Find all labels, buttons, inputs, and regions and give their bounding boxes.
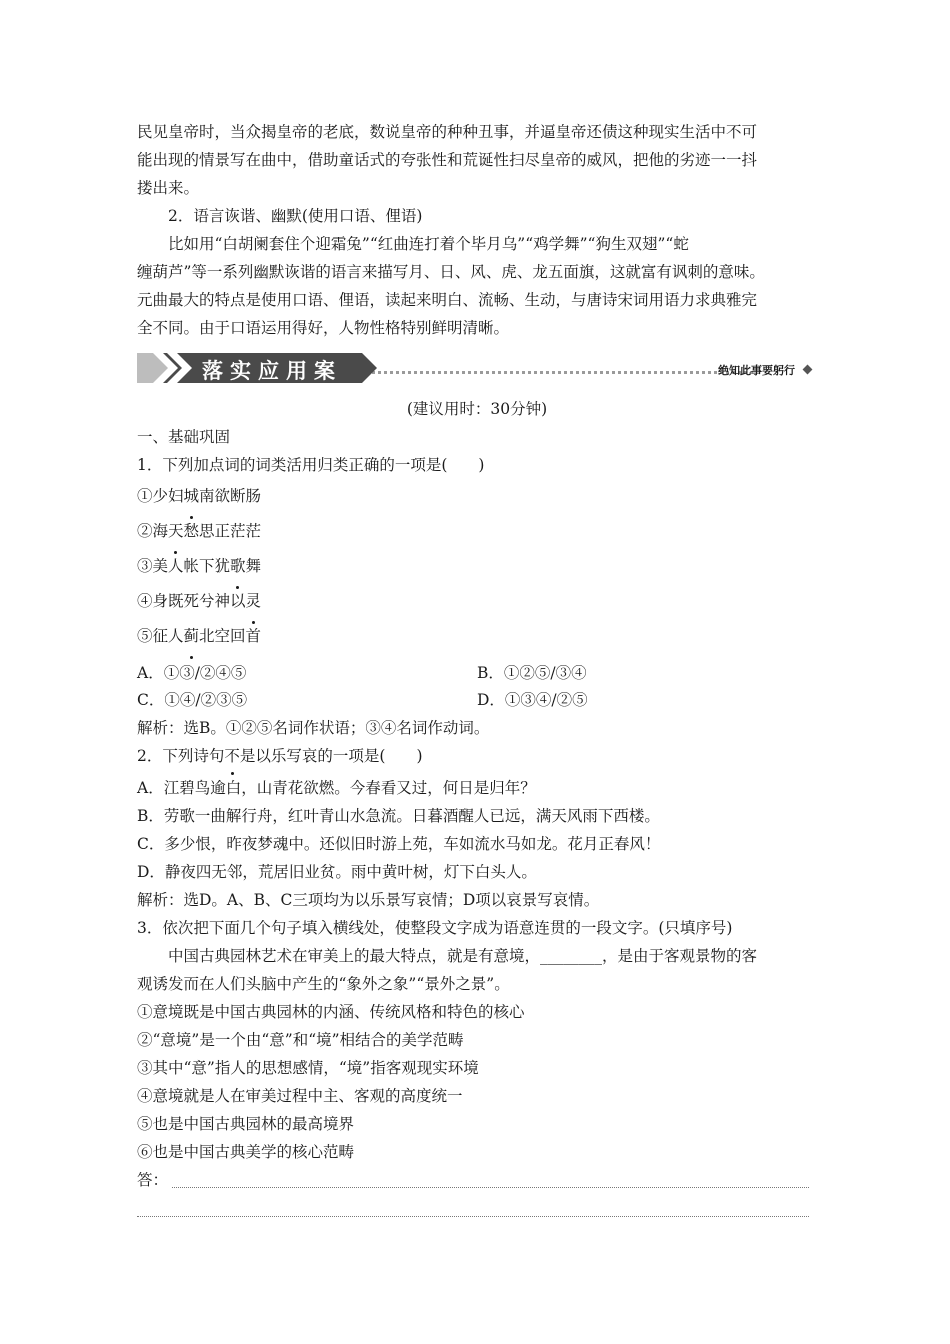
dotted-char: 天 bbox=[168, 514, 184, 549]
q2-option-a: A．江碧鸟逾白，山青花欲燃。今春看又过，何日是归年？ bbox=[137, 779, 536, 797]
paragraph-line: 全不同。由于口语运用得好，人物性格特别鲜明清晰。 bbox=[137, 319, 510, 337]
q3-sentence: ⑥也是中国古典美学的核心范畴 bbox=[137, 1143, 355, 1161]
q3-sentence: ①意境既是中国古典园林的内涵、传统风格和特色的核心 bbox=[137, 1003, 525, 1021]
option-d: D．①③④/②⑤ bbox=[477, 691, 588, 709]
q2-option-d: D．静夜四无邻，荒居旧业贫。雨中黄叶树，灯下白头人。 bbox=[137, 863, 537, 881]
q3-sentence: ④意境就是人在审美过程中主、客观的高度统一 bbox=[137, 1087, 463, 1105]
q2-option-b: B．劳歌一曲解行舟，红叶青山水急流。日暮酒醒人已远，满天风雨下西楼。 bbox=[137, 807, 660, 825]
q1-options-row bbox=[137, 660, 817, 687]
question-2-stem: 2．下列诗句不是以乐写哀的一项是( ) bbox=[137, 742, 817, 770]
q1-analysis: 解析：选B。①②⑤名词作状语；③④名词作动词。 bbox=[137, 719, 490, 737]
answer-blank[interactable] bbox=[172, 1187, 809, 1188]
option-b: B．①②⑤/③④ bbox=[477, 664, 587, 682]
option-a: A．①③/②④⑤ bbox=[137, 664, 247, 682]
q2-option-c: C．多少恨，昨夜梦魂中。还似旧时游上苑，车如流水马如龙。花月正春风！ bbox=[137, 835, 661, 853]
diamond-icon bbox=[803, 365, 813, 375]
banner-title: 落实应用案 bbox=[202, 359, 342, 383]
banner-motto: 绝知此事要躬行 bbox=[718, 364, 795, 377]
q3-paragraph-line: 中国古典园林艺术在审美上的最大特点，就是有意境，________，是由于客观景物的客 bbox=[168, 947, 758, 965]
option-c: C．①④/②③⑤ bbox=[137, 691, 248, 709]
intro-section bbox=[137, 118, 817, 342]
intro-line: 搂出来。 bbox=[137, 179, 200, 197]
intro-line: 能出现的情景写在曲中，借助童话式的夸张性和荒诞性扫尽皇帝的威风，把他的劣迹一一抖 bbox=[137, 151, 758, 169]
dotted-char: 歌 bbox=[230, 549, 246, 584]
q3-sentence: ②“意境”是一个由“意”和“境”相结合的美学范畴 bbox=[137, 1031, 464, 1049]
q1-item: ①少妇城南欲断肠 bbox=[137, 479, 817, 514]
q3-sentence: ③其中“意”指人的思想感情，“境”指客观现实环境 bbox=[137, 1059, 479, 1077]
dotted-char: 灵 bbox=[246, 584, 262, 619]
answer-label: 答： bbox=[137, 1171, 169, 1189]
q1-options-row bbox=[137, 687, 817, 714]
paragraph-line: 比如用“白胡阑套住个迎霜兔”“红曲连打着个毕月乌”“鸡学舞”“狗生双翅”“蛇 bbox=[168, 235, 689, 253]
subheading: 2．语言诙谐、幽默(使用口语、俚语) bbox=[168, 207, 423, 225]
q1-item: ④身既死兮神以灵 bbox=[137, 584, 817, 619]
intro-line: 民见皇帝时，当众揭皇帝的老底，数说皇帝的种种丑事，并逼皇帝还债这种现实生活中不可 bbox=[137, 123, 758, 141]
section-heading: 一、基础巩固 bbox=[137, 428, 231, 446]
question-3-stem: 3．依次把下面几个句子填入横线处，使整段文字成为语意连贯的一段文字。(只填序号) bbox=[137, 919, 733, 937]
q3-sentence: ⑤也是中国古典园林的最高境界 bbox=[137, 1115, 355, 1133]
q1-item: ⑤征人蓟北空回首 bbox=[137, 619, 817, 654]
dotted-char: 城 bbox=[184, 479, 200, 514]
paragraph-line: 缠葫芦”等一系列幽默诙谐的语言来描写月、日、风、虎、龙五面旗，这就富有讽刺的意味。 bbox=[137, 263, 765, 281]
q1-item: ③美人帐下犹歌舞 bbox=[137, 549, 817, 584]
dotted-char: 不 bbox=[224, 742, 240, 770]
banner-dotted-rule bbox=[337, 371, 753, 374]
q2-analysis: 解析：选D。A、B、C三项均为以乐景写哀情；D项以哀景写哀情。 bbox=[137, 891, 600, 909]
q1-item: ②海天愁思正茫茫 bbox=[137, 514, 817, 549]
exercise-section bbox=[137, 395, 817, 1217]
dotted-char: 蓟 bbox=[184, 619, 200, 654]
q3-paragraph-line: 观诱发而在人们头脑中产生的“象外之象”“景外之景”。 bbox=[137, 975, 510, 993]
paragraph-line: 元曲最大的特点是使用口语、俚语，读起来明白、流畅、生动，与唐诗宋词用语力求典雅完 bbox=[137, 291, 758, 309]
section-banner bbox=[137, 353, 813, 383]
time-note: (建议用时：30分钟) bbox=[406, 400, 548, 418]
answer-line bbox=[137, 1166, 809, 1194]
answer-blank-continued[interactable] bbox=[137, 1216, 809, 1217]
question-1-stem: 1．下列加点词的词类活用归类正确的一项是( ) bbox=[137, 456, 485, 474]
